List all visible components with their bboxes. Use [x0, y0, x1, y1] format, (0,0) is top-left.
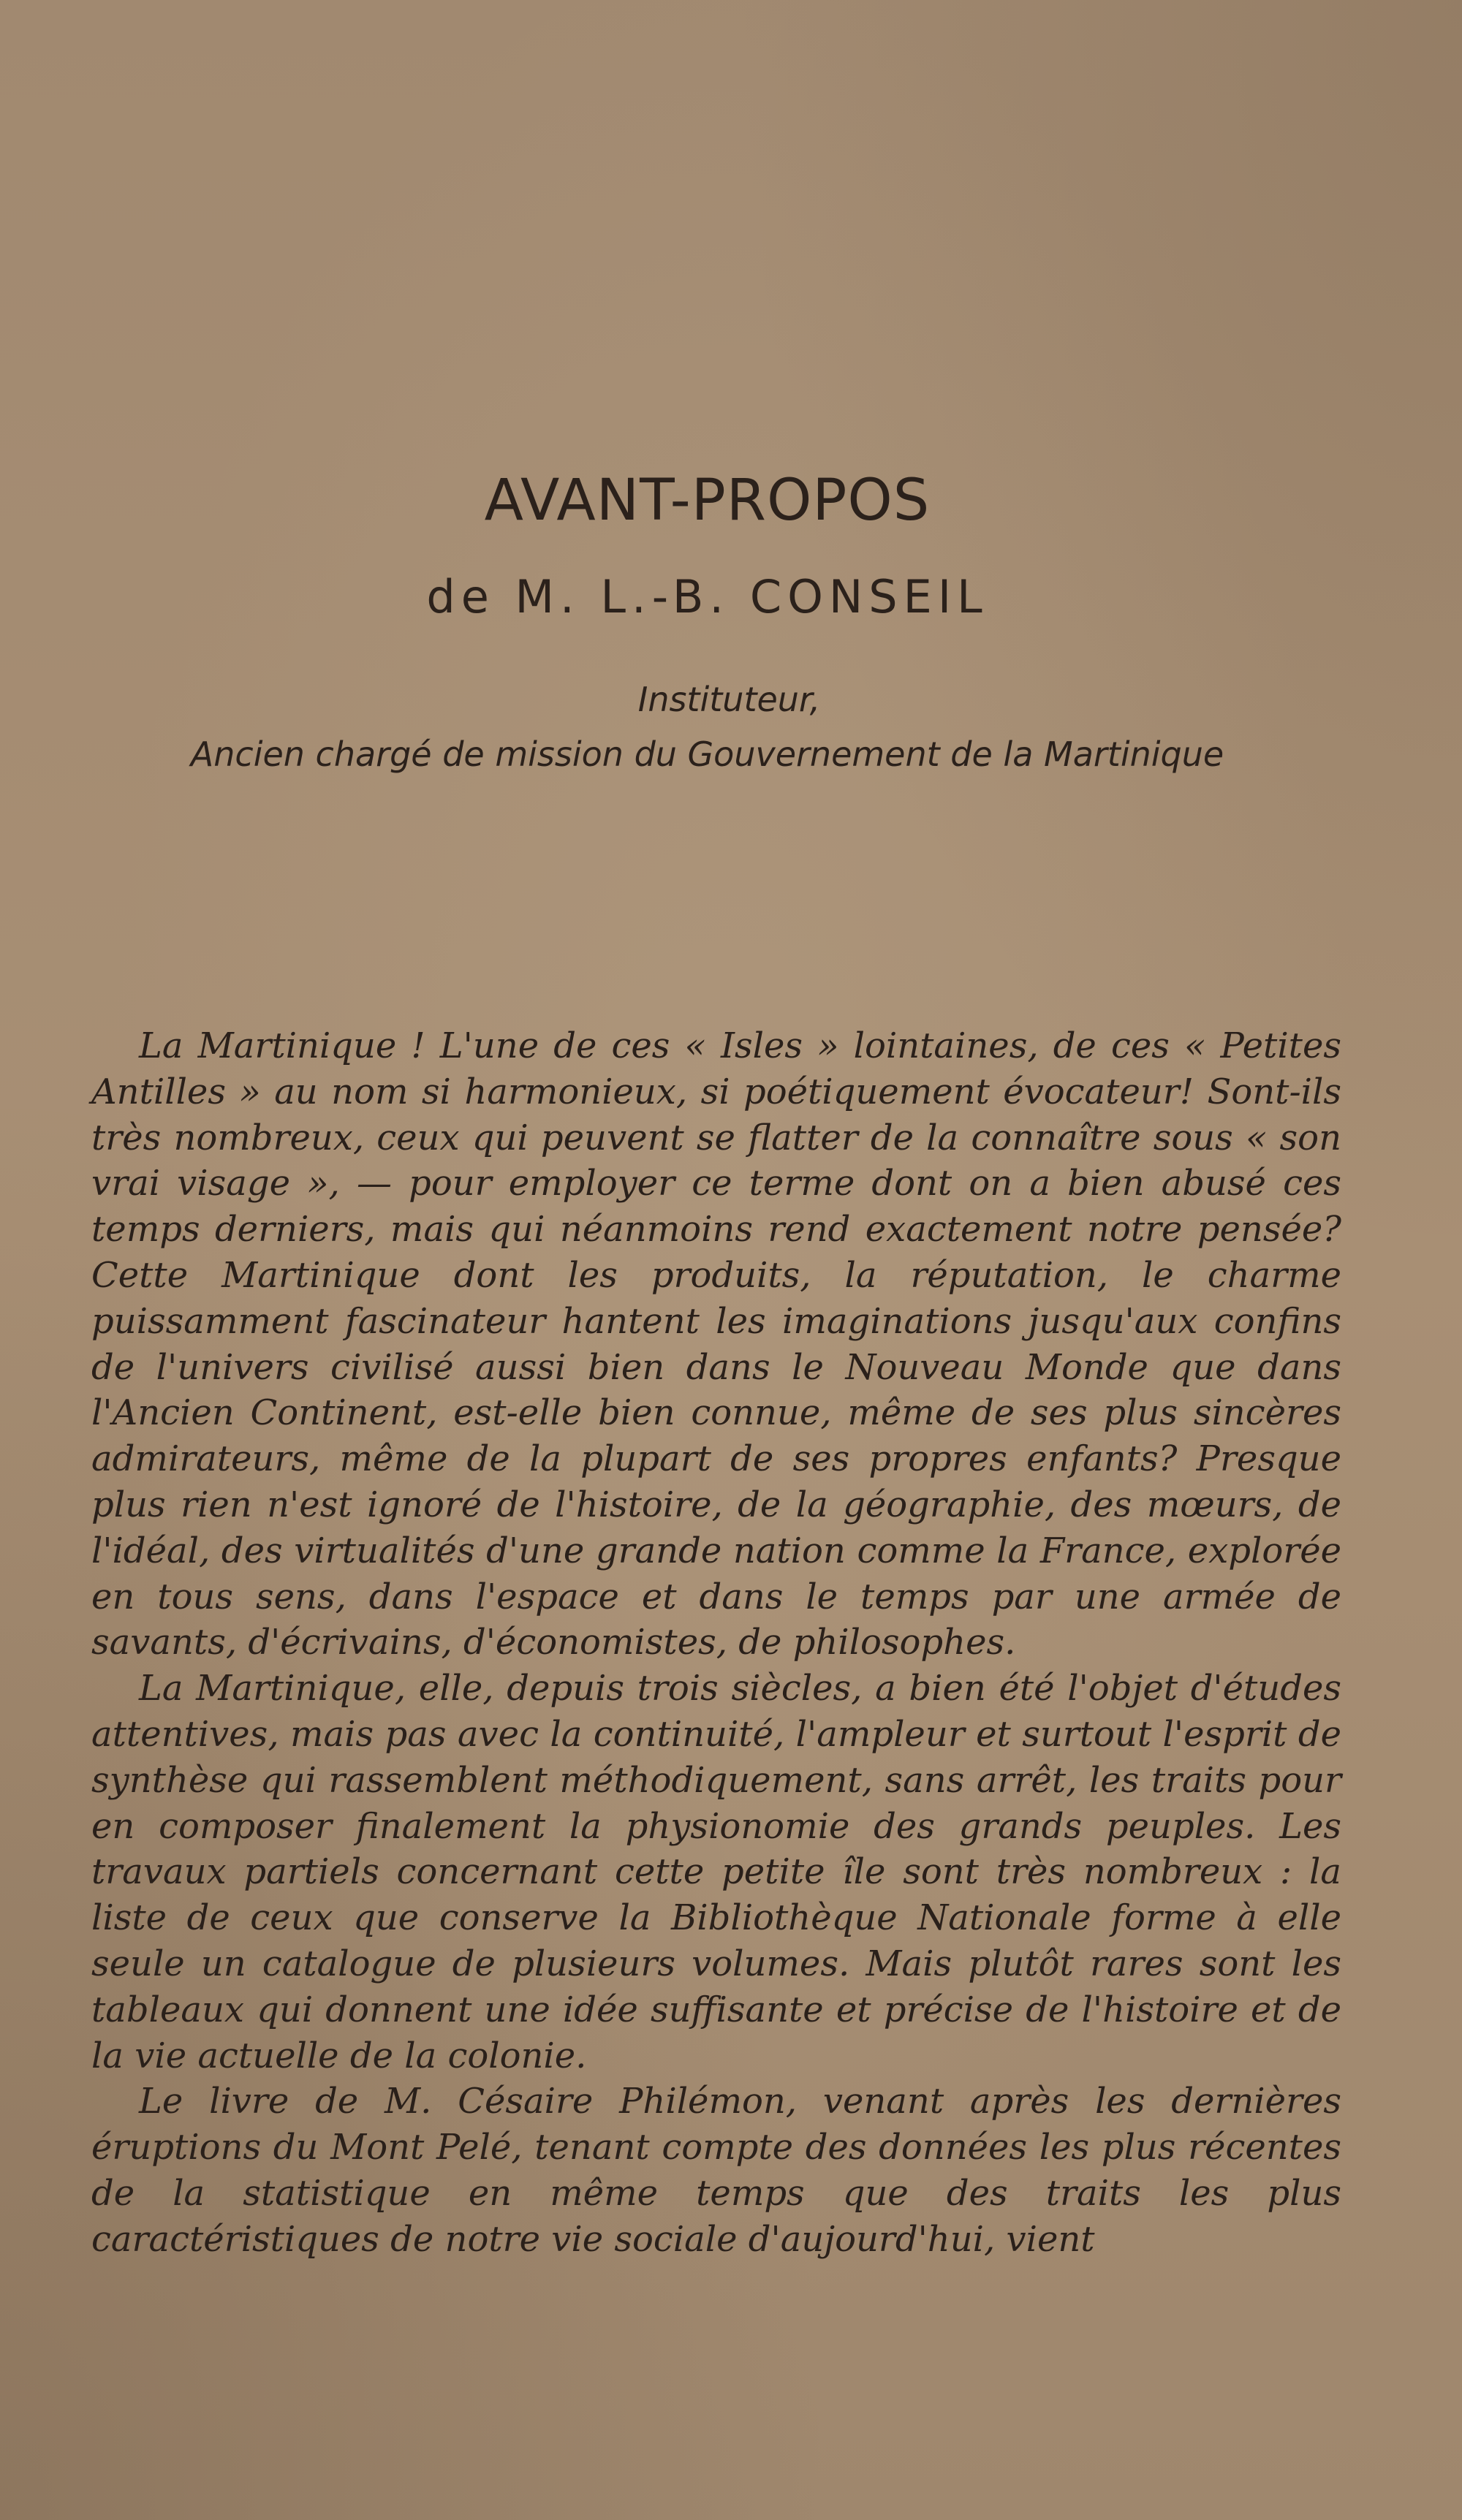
foreword-text — [91, 1023, 1341, 2263]
paragraph: La Martinique ! L'une de ces « Isles » lointaines, de ces « Petites Antilles » au nom si harmonieux, si poétiquement évocateur! Sont-ils très nombreux, ceux qui peuvent se flatter de la connaître sous « son vrai visage », — pour employer ce terme dont on a bien abusé ces temps derniers, mais qui néanmoins rend exactement notre pensée? Cette Martinique dont les produits, la réputation, le charme puissamment fascinateur hantent les imaginations jusqu'aux confins de l'univers civilisé aussi bien dans le Nouveau Monde que dans l'Ancien Continent, est-elle bien connue, même de ses plus sincères admirateurs, même de la plupart de ses propres enfants? Presque plus rien n'est ignoré de l'histoire, de la géographie, des mœurs, de l'idéal, des virtualités d'une grande nation comme la France, explorée en tous sens, dans l'espace et dans le temps par une armée de savants, d'écrivains, d'économistes, de philosophes. — [91, 1025, 1341, 1663]
author-role: Instituteur, — [637, 680, 821, 719]
author-mission: Ancien chargé de mission du Gouvernement de la Martinique — [190, 735, 1224, 774]
paragraph: Le livre de M. Césaire Philémon, venant après les dernières éruptions du Mont Pelé, tenant compte des données les plus récentes de la statistique en même temps que des traits les plus caractéristiques de notre vie sociale d'aujourd'hui, vient — [91, 2081, 1341, 2260]
paragraph: La Martinique, elle, depuis trois siècles, a bien été l'objet d'études attentives, mais pas avec la continuité, l'ampleur et surtout l'esprit de synthèse qui rassemblent méthodiquement, sans arrêt, les traits pour en composer finalement la physionomie des grands peuples. Les travaux partiels concernant cette petite île sont très nombreux : la liste de ceux que conserve la Bibliothèque Nationale forme à elle seule un catalogue de plusieurs volumes. Mais plutôt rares sont les tableaux qui donnent une idée suffisante et précise de l'histoire et de la vie actuelle de la colonie. — [91, 1668, 1341, 2076]
author-line: de M. L.-B. CONSEIL — [426, 570, 988, 623]
page-title: AVANT-PROPOS — [484, 468, 931, 534]
